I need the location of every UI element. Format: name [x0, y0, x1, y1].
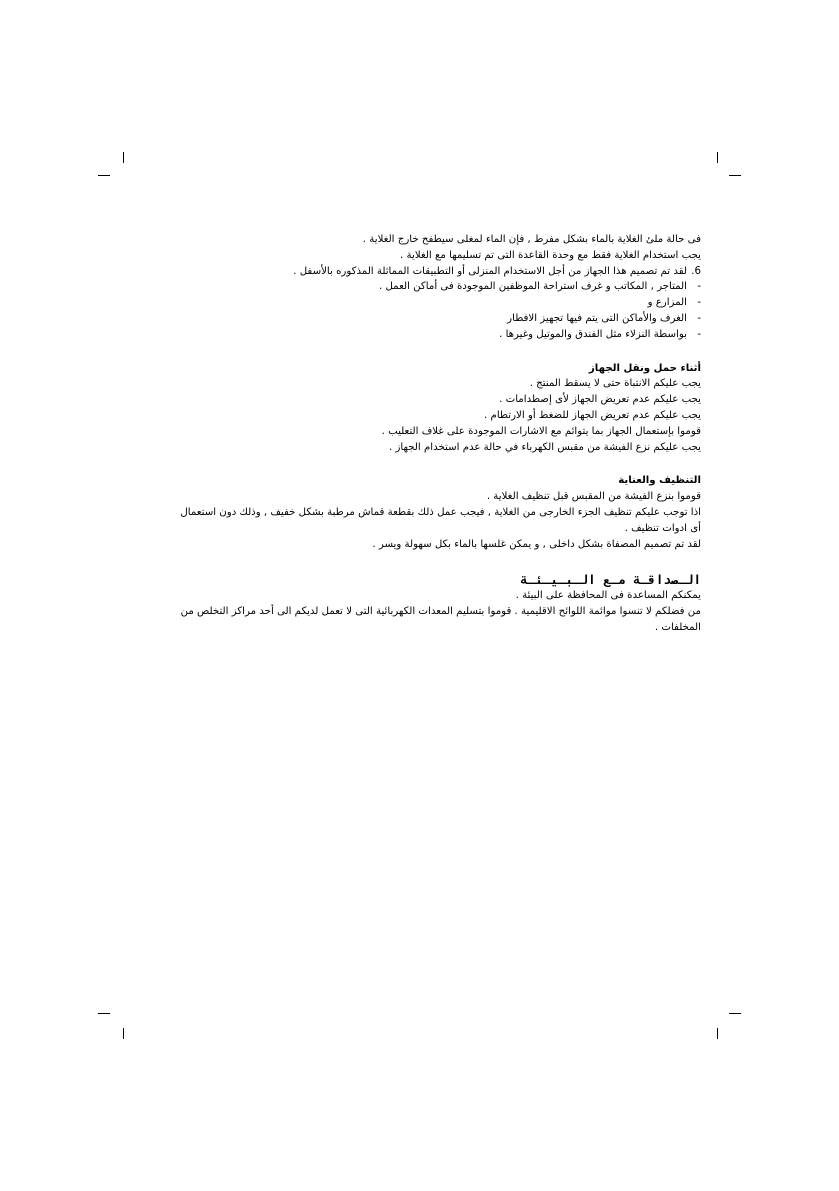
- cleaning-line: لقد تم تصميم المصفاة بشكل داخلى , و يمكن غلسها بالماء بكل سهولة ويسر .: [372, 538, 701, 550]
- environment-line: يمكنكم المساعدة فى المحافظة على البيئة .: [515, 590, 701, 602]
- environment-line: من فضلكم لا تنسوا موائمة اللوائح الاقليمية . قوموا بتسليم المعدات الكهربائية التى لا تعمل لديكم الى أحد مراكز التخلص من: [180, 605, 701, 617]
- bullet-text: بواسطة النزلاء مثل الفندق والموتيل وغيرها .: [499, 328, 687, 340]
- intro-line-overfill: فى حالة ملئ الغلاية بالماء بشكل مفرط , فإن الماء لمغلى سيطفح خارج الغلاية .: [362, 234, 701, 245]
- bullet-dash: -: [697, 312, 701, 324]
- cleaning-line: اذا توجب عليكم تنظيف الجزء الخارجى من الغلاية , فيجب عمل ذلك بقطعة قماش مرطبة بشكل خفيف , وذلك دون استعمال: [180, 506, 701, 518]
- bullet-item: [140, 327, 701, 343]
- transport-heading: أثناء حمل ونقل الجهاز: [588, 362, 701, 374]
- document-body: [140, 232, 701, 636]
- transport-line: يجب عليكم عدم تعريض الجهاز للضغط أو الارتطام .: [484, 409, 701, 421]
- cleaning-line: أى ادوات تنظيف .: [624, 522, 701, 534]
- crop-mark-top-left-vertical: [123, 152, 124, 163]
- crop-mark-top-right-horizontal: [729, 175, 741, 176]
- bullet-item: [140, 295, 701, 311]
- environment-heading: الـصداقـة مـع الـبـيـئـة: [520, 572, 701, 588]
- environment-line: المخلفات .: [654, 621, 701, 633]
- bullet-text: المتاجر , المكاتب و غرف استراحة الموظفين الموجودة فى أماكن العمل .: [378, 281, 687, 293]
- item-number: 6.: [691, 265, 701, 277]
- crop-mark-bottom-right-vertical: [717, 1028, 718, 1039]
- crop-mark-bottom-left-horizontal: [98, 1013, 110, 1014]
- cleaning-line: قوموا بنزع الفيشة من المقبس قبل تنظيف الغلاية .: [486, 491, 701, 503]
- bullet-dash: -: [697, 328, 701, 340]
- intro-item-6: [140, 264, 701, 280]
- transport-line: يجب عليكم الانتباة حتى لا يسقط المنتج .: [529, 378, 701, 390]
- crop-mark-top-left-horizontal: [98, 175, 110, 176]
- transport-line: يجب عليكم عدم تعريض الجهاز لأى إصطدامات .: [499, 394, 701, 406]
- cleaning-heading: التنظيف والعناية: [618, 475, 701, 487]
- transport-line: يجب عليكم نزع الفيشة من مقبس الكهرباء في حالة عدم استخدام الجهاز .: [389, 441, 701, 453]
- bullet-item: [140, 311, 701, 327]
- bullet-text: الغرف والأماكن التى يتم فيها تجهيز الافطار: [507, 312, 687, 324]
- bullet-dash: -: [697, 297, 701, 309]
- bullet-text: المزارع و: [647, 297, 687, 309]
- intro-line-base-unit: يجب استخدام الغلاية فقط مع وحدة القاعدة التى تم تسليمها مع الغلاية .: [400, 249, 701, 261]
- crop-mark-bottom-left-vertical: [123, 1028, 124, 1039]
- item-text: لقد تم تصميم هذا الجهاز من أجل الاستخدام المنزلى أو التطبيقات المماثلة المذكوره بالأسفل .: [293, 265, 687, 277]
- crop-mark-bottom-right-horizontal: [729, 1013, 741, 1014]
- bullet-dash: -: [697, 281, 701, 293]
- bullet-item: [140, 279, 701, 295]
- transport-line: قوموا بإستعمال الجهاز بما يتوائم مع الاشارات الموجودة على غلاف التعليب .: [381, 425, 701, 437]
- crop-mark-top-right-vertical: [717, 152, 718, 163]
